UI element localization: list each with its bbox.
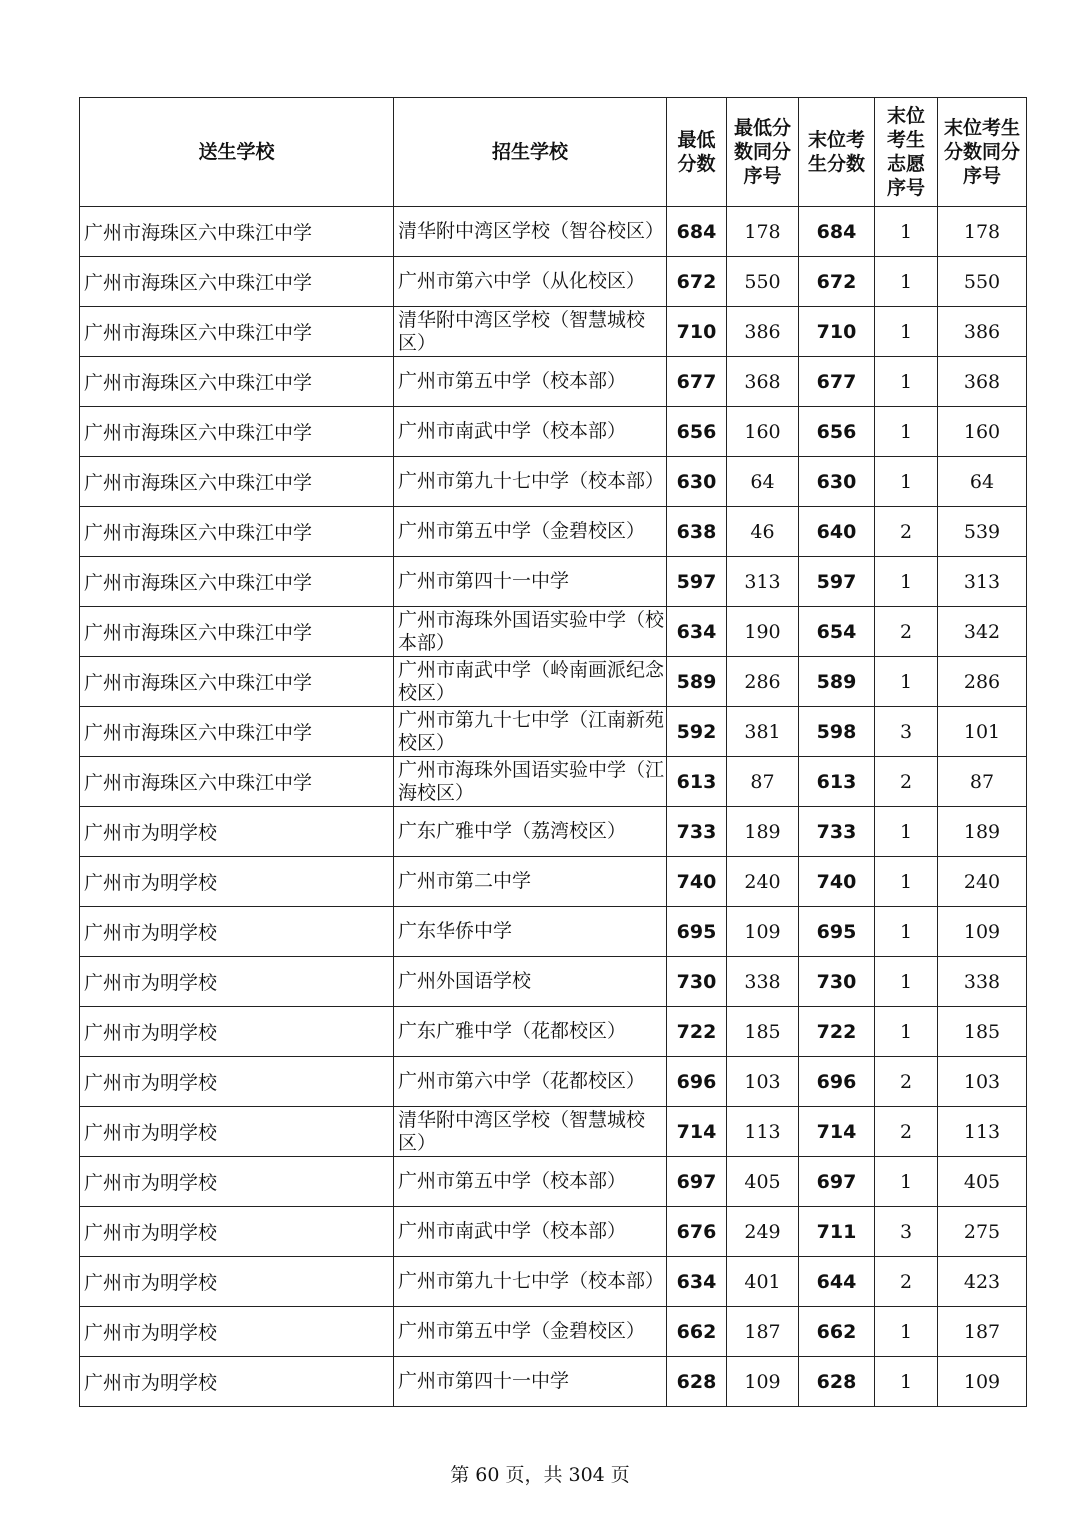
- cell-min-rank: 338: [727, 957, 799, 1007]
- cell-min-score: 589: [667, 657, 727, 707]
- cell-admitting-school: 广东华侨中学: [394, 907, 667, 957]
- cell-last-rank: 313: [938, 557, 1027, 607]
- cell-min-score: 656: [667, 407, 727, 457]
- cell-min-score: 697: [667, 1157, 727, 1207]
- cell-min-score: 710: [667, 307, 727, 357]
- cell-min-rank: 160: [727, 407, 799, 457]
- cell-min-rank: 313: [727, 557, 799, 607]
- cell-sender-school: 广州市为明学校: [80, 1157, 394, 1207]
- cell-last-rank: 109: [938, 907, 1027, 957]
- cell-last-wish: 1: [875, 1307, 938, 1357]
- cell-admitting-school: 清华附中湾区学校（智慧城校区）: [394, 1107, 667, 1157]
- cell-admitting-school: 广州市南武中学（校本部）: [394, 407, 667, 457]
- table-row: [80, 1107, 1027, 1157]
- cell-last-score: 628: [799, 1357, 875, 1407]
- cell-last-rank: 185: [938, 1007, 1027, 1057]
- header-min-rank: 最低分 数同分 序号: [727, 98, 799, 207]
- cell-last-wish: 1: [875, 357, 938, 407]
- table-row: [80, 207, 1027, 257]
- cell-sender-school: 广州市为明学校: [80, 1357, 394, 1407]
- cell-last-rank: 386: [938, 307, 1027, 357]
- cell-min-rank: 405: [727, 1157, 799, 1207]
- cell-last-score: 598: [799, 707, 875, 757]
- cell-last-score: 710: [799, 307, 875, 357]
- cell-last-score: 684: [799, 207, 875, 257]
- cell-last-rank: 539: [938, 507, 1027, 557]
- cell-sender-school: 广州市为明学校: [80, 957, 394, 1007]
- cell-last-wish: 2: [875, 607, 938, 657]
- cell-min-score: 628: [667, 1357, 727, 1407]
- cell-admitting-school: 广州外国语学校: [394, 957, 667, 1007]
- cell-last-rank: 109: [938, 1357, 1027, 1407]
- cell-last-wish: 1: [875, 857, 938, 907]
- cell-admitting-school: 广东广雅中学（花都校区）: [394, 1007, 667, 1057]
- cell-min-rank: 46: [727, 507, 799, 557]
- cell-last-wish: 1: [875, 257, 938, 307]
- table-row: [80, 307, 1027, 357]
- table-row: [80, 807, 1027, 857]
- cell-last-score: 677: [799, 357, 875, 407]
- header-last-rank: 末位考生 分数同分 序号: [938, 98, 1027, 207]
- cell-last-score: 733: [799, 807, 875, 857]
- cell-last-wish: 2: [875, 507, 938, 557]
- cell-sender-school: 广州市海珠区六中珠江中学: [80, 257, 394, 307]
- cell-last-wish: 1: [875, 557, 938, 607]
- cell-admitting-school: 广州市第九十七中学（校本部）: [394, 457, 667, 507]
- cell-min-rank: 401: [727, 1257, 799, 1307]
- cell-min-rank: 178: [727, 207, 799, 257]
- table-row: [80, 857, 1027, 907]
- cell-last-wish: 1: [875, 1007, 938, 1057]
- cell-sender-school: 广州市为明学校: [80, 1007, 394, 1057]
- cell-min-rank: 189: [727, 807, 799, 857]
- table-row: [80, 257, 1027, 307]
- table-row: [80, 757, 1027, 807]
- cell-last-wish: 1: [875, 957, 938, 1007]
- cell-last-wish: 3: [875, 707, 938, 757]
- cell-last-rank: 240: [938, 857, 1027, 907]
- cell-min-score: 733: [667, 807, 727, 857]
- cell-min-score: 696: [667, 1057, 727, 1107]
- cell-sender-school: 广州市为明学校: [80, 1207, 394, 1257]
- page-footer: 第 60 页，共 304 页: [450, 1464, 630, 1486]
- cell-last-rank: 189: [938, 807, 1027, 857]
- cell-sender-school: 广州市为明学校: [80, 1257, 394, 1307]
- table-row: [80, 707, 1027, 757]
- cell-last-rank: 113: [938, 1107, 1027, 1157]
- cell-last-rank: 64: [938, 457, 1027, 507]
- cell-admitting-school: 广州市南武中学（校本部）: [394, 1207, 667, 1257]
- cell-last-wish: 2: [875, 1107, 938, 1157]
- cell-min-rank: 103: [727, 1057, 799, 1107]
- cell-min-score: 662: [667, 1307, 727, 1357]
- cell-last-wish: 2: [875, 1057, 938, 1107]
- table-row: [80, 1307, 1027, 1357]
- cell-last-score: 696: [799, 1057, 875, 1107]
- cell-last-rank: 178: [938, 207, 1027, 257]
- cell-last-wish: 1: [875, 307, 938, 357]
- cell-last-wish: 1: [875, 807, 938, 857]
- cell-last-wish: 1: [875, 407, 938, 457]
- cell-last-score: 672: [799, 257, 875, 307]
- table-row: [80, 507, 1027, 557]
- cell-last-rank: 187: [938, 1307, 1027, 1357]
- cell-last-score: 730: [799, 957, 875, 1007]
- cell-last-wish: 2: [875, 757, 938, 807]
- cell-last-rank: 87: [938, 757, 1027, 807]
- cell-last-wish: 1: [875, 457, 938, 507]
- cell-min-score: 722: [667, 1007, 727, 1057]
- cell-min-rank: 64: [727, 457, 799, 507]
- cell-admitting-school: 广东广雅中学（荔湾校区）: [394, 807, 667, 857]
- cell-sender-school: 广州市海珠区六中珠江中学: [80, 457, 394, 507]
- cell-sender-school: 广州市海珠区六中珠江中学: [80, 707, 394, 757]
- cell-last-rank: 342: [938, 607, 1027, 657]
- table-row: [80, 407, 1027, 457]
- cell-last-score: 714: [799, 1107, 875, 1157]
- cell-last-wish: 1: [875, 207, 938, 257]
- cell-admitting-school: 广州市南武中学（岭南画派纪念校区）: [394, 657, 667, 707]
- cell-min-rank: 109: [727, 1357, 799, 1407]
- cell-last-rank: 275: [938, 1207, 1027, 1257]
- cell-min-score: 638: [667, 507, 727, 557]
- table-row: [80, 1207, 1027, 1257]
- cell-admitting-school: 广州市第五中学（金碧校区）: [394, 507, 667, 557]
- cell-min-score: 677: [667, 357, 727, 407]
- cell-last-rank: 550: [938, 257, 1027, 307]
- cell-min-rank: 109: [727, 907, 799, 957]
- cell-min-rank: 381: [727, 707, 799, 757]
- table-row: [80, 607, 1027, 657]
- cell-sender-school: 广州市海珠区六中珠江中学: [80, 657, 394, 707]
- cell-last-score: 630: [799, 457, 875, 507]
- table-row: [80, 1007, 1027, 1057]
- cell-last-score: 695: [799, 907, 875, 957]
- cell-last-rank: 423: [938, 1257, 1027, 1307]
- header-min-score: 最低 分数: [667, 98, 727, 207]
- cell-admitting-school: 清华附中湾区学校（智慧城校区）: [394, 307, 667, 357]
- cell-sender-school: 广州市海珠区六中珠江中学: [80, 507, 394, 557]
- cell-last-rank: 286: [938, 657, 1027, 707]
- cell-last-rank: 103: [938, 1057, 1027, 1107]
- cell-sender-school: 广州市为明学校: [80, 1107, 394, 1157]
- cell-sender-school: 广州市海珠区六中珠江中学: [80, 207, 394, 257]
- table-row: [80, 1157, 1027, 1207]
- cell-sender-school: 广州市为明学校: [80, 857, 394, 907]
- cell-min-rank: 368: [727, 357, 799, 407]
- cell-sender-school: 广州市为明学校: [80, 1307, 394, 1357]
- cell-last-wish: 2: [875, 1257, 938, 1307]
- header-last-wish: 末位 考生 志愿 序号: [875, 98, 938, 207]
- table-row: [80, 907, 1027, 957]
- cell-min-score: 740: [667, 857, 727, 907]
- cell-admitting-school: 广州市第九十七中学（江南新苑校区）: [394, 707, 667, 757]
- cell-min-score: 630: [667, 457, 727, 507]
- cell-sender-school: 广州市海珠区六中珠江中学: [80, 557, 394, 607]
- cell-last-rank: 160: [938, 407, 1027, 457]
- cell-min-score: 613: [667, 757, 727, 807]
- header-sender-school: 送生学校: [80, 98, 394, 207]
- admission-table: [79, 97, 1027, 1407]
- table-row: [80, 1357, 1027, 1407]
- cell-min-score: 676: [667, 1207, 727, 1257]
- cell-admitting-school: 广州市第五中学（金碧校区）: [394, 1307, 667, 1357]
- cell-min-score: 684: [667, 207, 727, 257]
- cell-min-rank: 286: [727, 657, 799, 707]
- cell-last-score: 662: [799, 1307, 875, 1357]
- cell-admitting-school: 广州市海珠外国语实验中学（校本部）: [394, 607, 667, 657]
- cell-admitting-school: 广州市第五中学（校本部）: [394, 357, 667, 407]
- cell-last-score: 697: [799, 1157, 875, 1207]
- cell-sender-school: 广州市海珠区六中珠江中学: [80, 307, 394, 357]
- cell-sender-school: 广州市海珠区六中珠江中学: [80, 607, 394, 657]
- cell-admitting-school: 广州市第六中学（从化校区）: [394, 257, 667, 307]
- table-row: [80, 557, 1027, 607]
- cell-admitting-school: 广州市第六中学（花都校区）: [394, 1057, 667, 1107]
- cell-last-wish: 1: [875, 657, 938, 707]
- cell-min-rank: 187: [727, 1307, 799, 1357]
- cell-sender-school: 广州市海珠区六中珠江中学: [80, 757, 394, 807]
- cell-last-score: 597: [799, 557, 875, 607]
- cell-last-score: 654: [799, 607, 875, 657]
- cell-last-rank: 338: [938, 957, 1027, 1007]
- header-last-score: 末位考 生分数: [799, 98, 875, 207]
- table-row: [80, 657, 1027, 707]
- cell-min-rank: 185: [727, 1007, 799, 1057]
- cell-admitting-school: 广州市第二中学: [394, 857, 667, 907]
- cell-min-score: 592: [667, 707, 727, 757]
- cell-last-score: 589: [799, 657, 875, 707]
- cell-sender-school: 广州市海珠区六中珠江中学: [80, 407, 394, 457]
- cell-sender-school: 广州市为明学校: [80, 1057, 394, 1107]
- cell-sender-school: 广州市海珠区六中珠江中学: [80, 357, 394, 407]
- cell-min-rank: 240: [727, 857, 799, 907]
- cell-sender-school: 广州市为明学校: [80, 807, 394, 857]
- cell-last-wish: 1: [875, 1157, 938, 1207]
- cell-min-rank: 550: [727, 257, 799, 307]
- cell-min-score: 672: [667, 257, 727, 307]
- cell-min-score: 730: [667, 957, 727, 1007]
- cell-min-rank: 249: [727, 1207, 799, 1257]
- cell-min-score: 714: [667, 1107, 727, 1157]
- cell-last-score: 711: [799, 1207, 875, 1257]
- table-row: [80, 957, 1027, 1007]
- cell-last-score: 644: [799, 1257, 875, 1307]
- table-row: [80, 1057, 1027, 1107]
- cell-min-score: 597: [667, 557, 727, 607]
- cell-admitting-school: 广州市第九十七中学（校本部）: [394, 1257, 667, 1307]
- cell-last-wish: 1: [875, 907, 938, 957]
- table-row: [80, 457, 1027, 507]
- cell-min-score: 634: [667, 1257, 727, 1307]
- cell-min-rank: 87: [727, 757, 799, 807]
- cell-last-score: 656: [799, 407, 875, 457]
- cell-last-rank: 101: [938, 707, 1027, 757]
- cell-last-score: 740: [799, 857, 875, 907]
- header-row: [80, 98, 1027, 207]
- cell-admitting-school: 广州市第五中学（校本部）: [394, 1157, 667, 1207]
- cell-last-wish: 1: [875, 1357, 938, 1407]
- cell-last-wish: 3: [875, 1207, 938, 1257]
- cell-last-rank: 368: [938, 357, 1027, 407]
- cell-admitting-school: 广州市第四十一中学: [394, 557, 667, 607]
- cell-min-score: 634: [667, 607, 727, 657]
- cell-sender-school: 广州市为明学校: [80, 907, 394, 957]
- table-row: [80, 357, 1027, 407]
- cell-admitting-school: 清华附中湾区学校（智谷校区）: [394, 207, 667, 257]
- cell-last-rank: 405: [938, 1157, 1027, 1207]
- cell-min-rank: 190: [727, 607, 799, 657]
- table-row: [80, 1257, 1027, 1307]
- cell-min-rank: 386: [727, 307, 799, 357]
- cell-admitting-school: 广州市第四十一中学: [394, 1357, 667, 1407]
- cell-min-score: 695: [667, 907, 727, 957]
- cell-last-score: 722: [799, 1007, 875, 1057]
- cell-min-rank: 113: [727, 1107, 799, 1157]
- header-admitting-school: 招生学校: [394, 98, 667, 207]
- cell-last-score: 640: [799, 507, 875, 557]
- cell-last-score: 613: [799, 757, 875, 807]
- cell-admitting-school: 广州市海珠外国语实验中学（江海校区）: [394, 757, 667, 807]
